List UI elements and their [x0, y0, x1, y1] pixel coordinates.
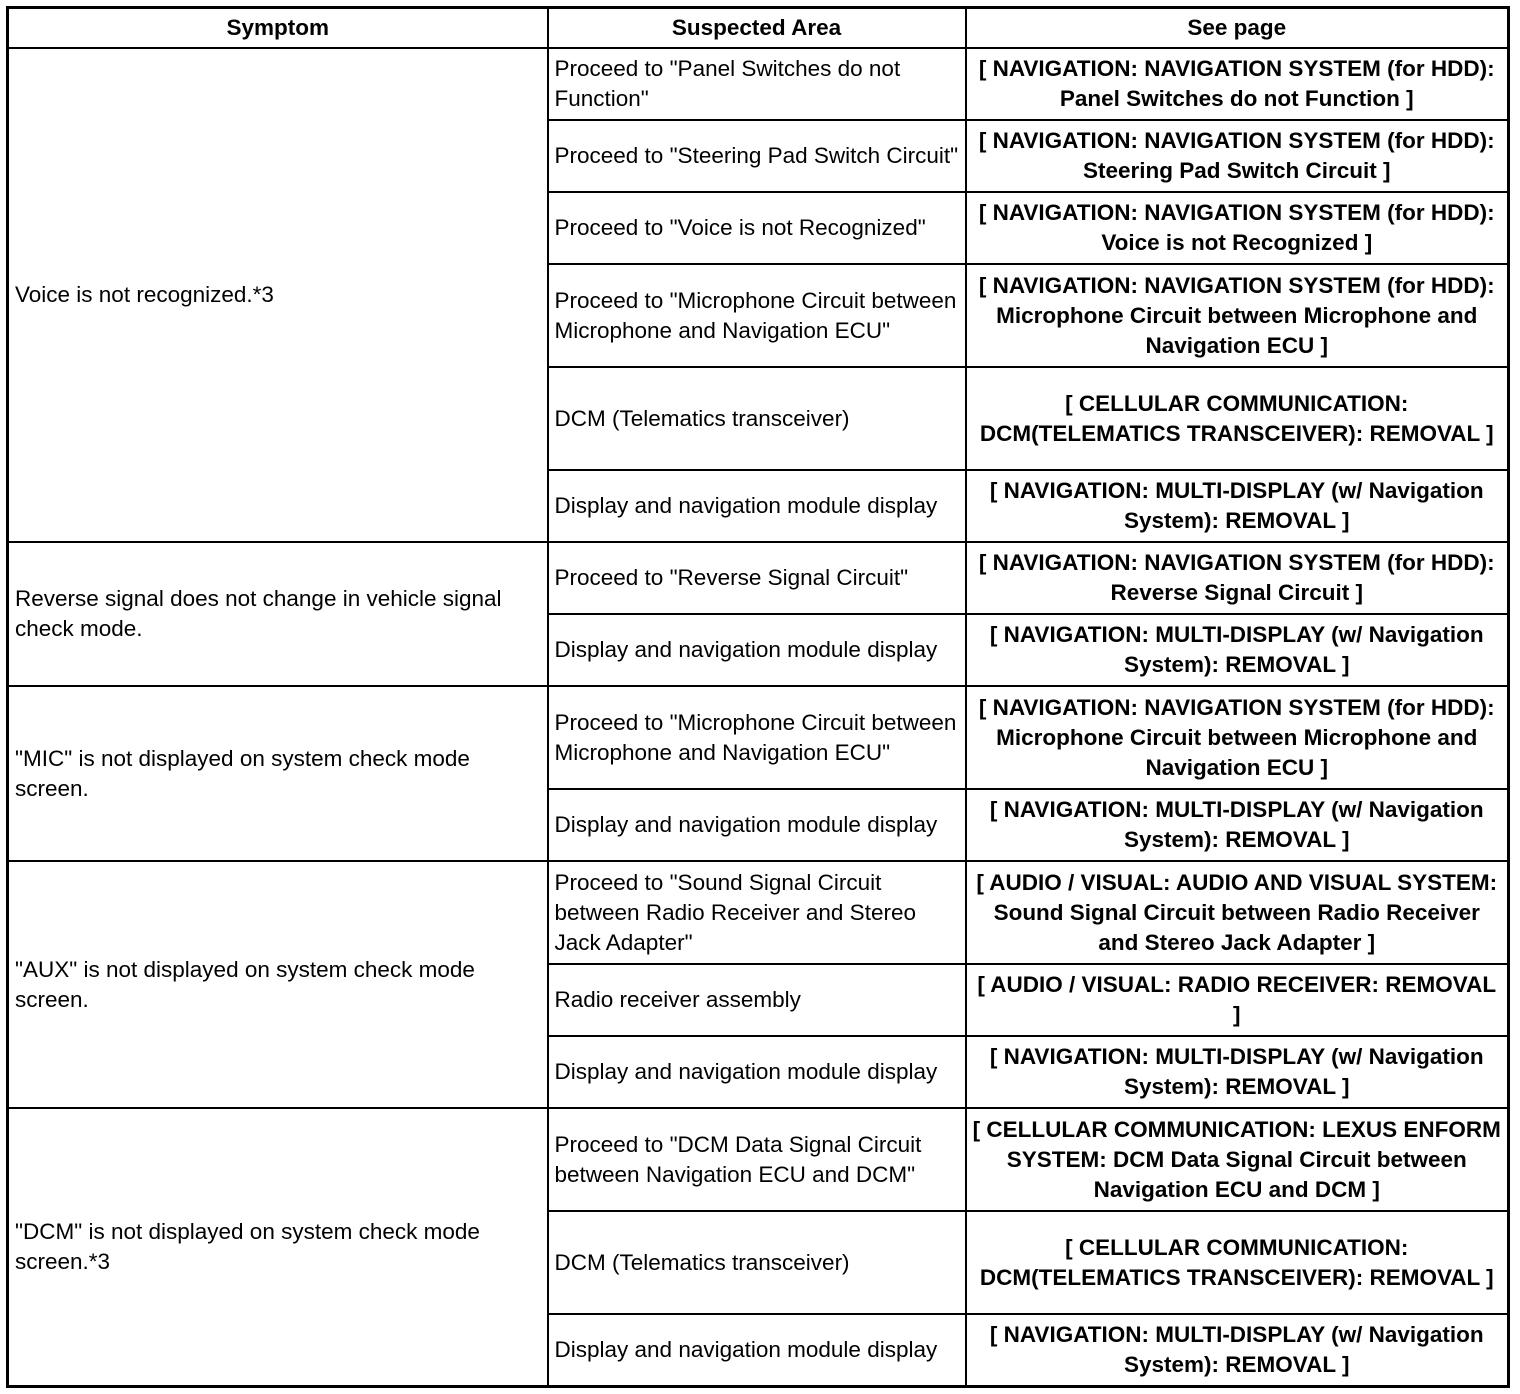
see-page-link[interactable]: [ NAVIGATION: MULTI-DISPLAY (w/ Navigation System): REMOVAL ]	[966, 789, 1509, 861]
see-page-link[interactable]: [ AUDIO / VISUAL: AUDIO AND VISUAL SYSTEM: Sound Signal Circuit between Radio Receiver and Stereo Jack Adapter ]	[966, 861, 1509, 964]
symptom-cell: Voice is not recognized.*3	[8, 48, 548, 542]
suspected-area-cell: Proceed to "Panel Switches do not Function"	[548, 48, 966, 120]
table-row	[8, 1108, 1509, 1211]
see-page-link[interactable]: [ CELLULAR COMMUNICATION: DCM(TELEMATICS TRANSCEIVER): REMOVAL ]	[966, 1211, 1509, 1314]
symptom-table	[6, 6, 1510, 1388]
suspected-area-cell: Proceed to "Reverse Signal Circuit"	[548, 542, 966, 614]
see-page-link[interactable]: [ NAVIGATION: NAVIGATION SYSTEM (for HDD): Microphone Circuit between Microphone and Navigation ECU ]	[966, 264, 1509, 367]
see-page-link[interactable]: [ NAVIGATION: NAVIGATION SYSTEM (for HDD): Steering Pad Switch Circuit ]	[966, 120, 1509, 192]
suspected-area-cell: DCM (Telematics transceiver)	[548, 367, 966, 470]
see-page-link[interactable]: [ NAVIGATION: NAVIGATION SYSTEM (for HDD): Microphone Circuit between Microphone and Navigation ECU ]	[966, 686, 1509, 789]
see-page-link[interactable]: [ NAVIGATION: NAVIGATION SYSTEM (for HDD): Panel Switches do not Function ]	[966, 48, 1509, 120]
see-page-link[interactable]: [ NAVIGATION: MULTI-DISPLAY (w/ Navigation System): REMOVAL ]	[966, 614, 1509, 686]
suspected-area-cell: Display and navigation module display	[548, 614, 966, 686]
symptom-cell: "MIC" is not displayed on system check mode screen.	[8, 686, 548, 861]
suspected-area-cell: Proceed to "Voice is not Recognized"	[548, 192, 966, 264]
see-page-link[interactable]: [ NAVIGATION: MULTI-DISPLAY (w/ Navigation System): REMOVAL ]	[966, 1036, 1509, 1108]
symptom-cell: "DCM" is not displayed on system check mode screen.*3	[8, 1108, 548, 1386]
header-suspected-area: Suspected Area	[548, 8, 966, 49]
table-row	[8, 861, 1509, 964]
table-row	[8, 48, 1509, 120]
symptom-cell: Reverse signal does not change in vehicle signal check mode.	[8, 542, 548, 686]
suspected-area-cell: Proceed to "DCM Data Signal Circuit between Navigation ECU and DCM"	[548, 1108, 966, 1211]
suspected-area-cell: Proceed to "Microphone Circuit between Microphone and Navigation ECU"	[548, 264, 966, 367]
see-page-link[interactable]: [ NAVIGATION: MULTI-DISPLAY (w/ Navigation System): REMOVAL ]	[966, 1314, 1509, 1386]
see-page-link[interactable]: [ CELLULAR COMMUNICATION: DCM(TELEMATICS TRANSCEIVER): REMOVAL ]	[966, 367, 1509, 470]
suspected-area-cell: DCM (Telematics transceiver)	[548, 1211, 966, 1314]
see-page-link[interactable]: [ NAVIGATION: MULTI-DISPLAY (w/ Navigation System): REMOVAL ]	[966, 470, 1509, 542]
suspected-area-cell: Proceed to "Microphone Circuit between Microphone and Navigation ECU"	[548, 686, 966, 789]
header-see-page: See page	[966, 8, 1509, 49]
suspected-area-cell: Display and navigation module display	[548, 470, 966, 542]
suspected-area-cell: Display and navigation module display	[548, 1036, 966, 1108]
see-page-link[interactable]: [ NAVIGATION: NAVIGATION SYSTEM (for HDD): Voice is not Recognized ]	[966, 192, 1509, 264]
suspected-area-cell: Display and navigation module display	[548, 1314, 966, 1386]
symptom-cell: "AUX" is not displayed on system check mode screen.	[8, 861, 548, 1108]
header-row	[8, 8, 1509, 49]
table-row	[8, 542, 1509, 614]
see-page-link[interactable]: [ AUDIO / VISUAL: RADIO RECEIVER: REMOVAL ]	[966, 964, 1509, 1036]
suspected-area-cell: Proceed to "Steering Pad Switch Circuit"	[548, 120, 966, 192]
suspected-area-cell: Display and navigation module display	[548, 789, 966, 861]
suspected-area-cell: Proceed to "Sound Signal Circuit between Radio Receiver and Stereo Jack Adapter"	[548, 861, 966, 964]
suspected-area-cell: Radio receiver assembly	[548, 964, 966, 1036]
see-page-link[interactable]: [ NAVIGATION: NAVIGATION SYSTEM (for HDD): Reverse Signal Circuit ]	[966, 542, 1509, 614]
see-page-link[interactable]: [ CELLULAR COMMUNICATION: LEXUS ENFORM SYSTEM: DCM Data Signal Circuit between Navigation ECU and DCM ]	[966, 1108, 1509, 1211]
table-row	[8, 686, 1509, 789]
header-symptom: Symptom	[8, 8, 548, 49]
